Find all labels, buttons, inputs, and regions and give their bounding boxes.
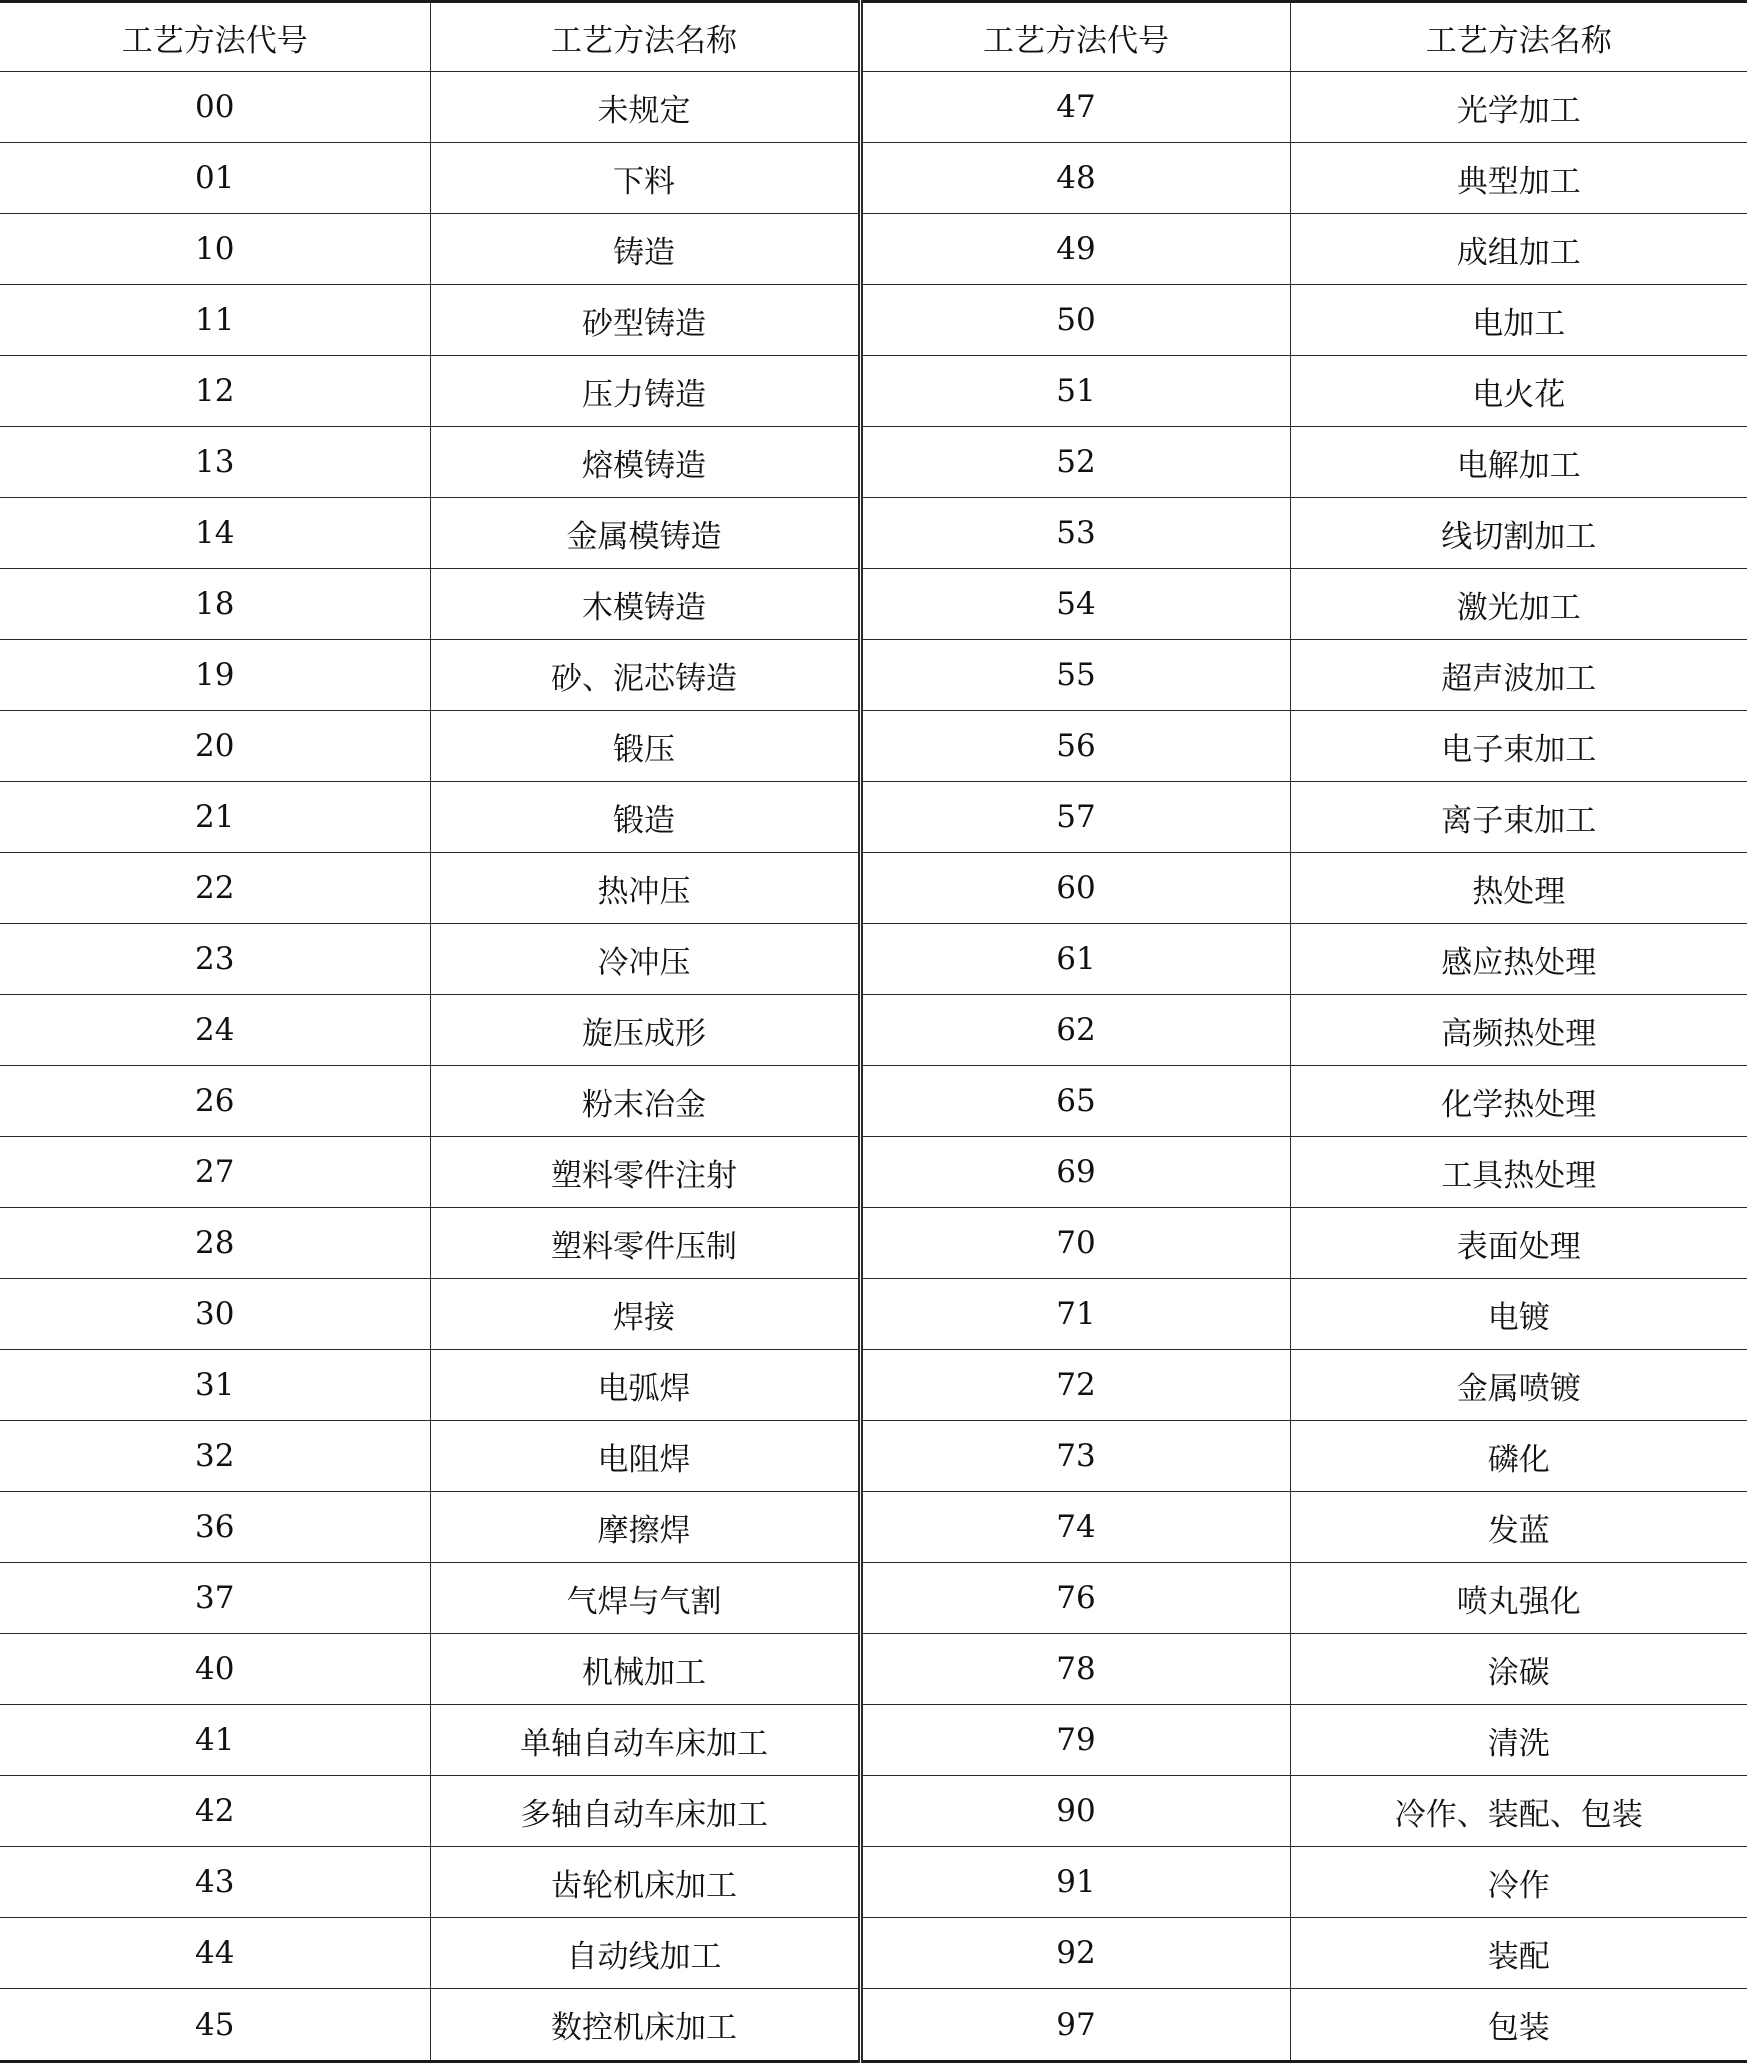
cell-name-right: 金属喷镀 <box>1290 1350 1747 1421</box>
cell-name-left: 塑料零件注射 <box>430 1137 860 1208</box>
cell-code-left: 22 <box>0 853 430 924</box>
cell-code-right: 72 <box>860 1350 1290 1421</box>
cell-name-left: 电阻焊 <box>430 1421 860 1492</box>
cell-code-left: 44 <box>0 1918 430 1989</box>
cell-name-left: 未规定 <box>430 72 860 143</box>
cell-name-right: 化学热处理 <box>1290 1066 1747 1137</box>
cell-code-left: 18 <box>0 569 430 640</box>
header-code-left: 工艺方法代号 <box>0 2 430 72</box>
cell-name-left: 多轴自动车床加工 <box>430 1776 860 1847</box>
cell-name-left: 热冲压 <box>430 853 860 924</box>
cell-code-left: 19 <box>0 640 430 711</box>
cell-name-right: 冷作 <box>1290 1847 1747 1918</box>
cell-code-right: 65 <box>860 1066 1290 1137</box>
table-row <box>0 285 1747 356</box>
cell-name-left: 摩擦焊 <box>430 1492 860 1563</box>
cell-code-right: 78 <box>860 1634 1290 1705</box>
cell-code-left: 23 <box>0 924 430 995</box>
table-row <box>0 1634 1747 1705</box>
cell-code-left: 01 <box>0 143 430 214</box>
cell-name-left: 金属模铸造 <box>430 498 860 569</box>
cell-name-left: 气焊与气割 <box>430 1563 860 1634</box>
cell-code-right: 57 <box>860 782 1290 853</box>
table-row <box>0 498 1747 569</box>
header-row <box>0 2 1747 72</box>
table-row <box>0 1492 1747 1563</box>
cell-name-left: 机械加工 <box>430 1634 860 1705</box>
cell-name-right: 喷丸强化 <box>1290 1563 1747 1634</box>
table-row <box>0 1563 1747 1634</box>
table-row <box>0 143 1747 214</box>
table-row <box>0 1705 1747 1776</box>
cell-name-right: 装配 <box>1290 1918 1747 1989</box>
cell-name-left: 砂型铸造 <box>430 285 860 356</box>
cell-name-left: 单轴自动车床加工 <box>430 1705 860 1776</box>
table-row <box>0 1137 1747 1208</box>
cell-code-right: 62 <box>860 995 1290 1066</box>
cell-code-right: 91 <box>860 1847 1290 1918</box>
cell-name-right: 电镀 <box>1290 1279 1747 1350</box>
cell-name-right: 磷化 <box>1290 1421 1747 1492</box>
cell-name-right: 感应热处理 <box>1290 924 1747 995</box>
table-row <box>0 1208 1747 1279</box>
cell-name-right: 超声波加工 <box>1290 640 1747 711</box>
cell-code-left: 24 <box>0 995 430 1066</box>
table-row <box>0 853 1747 924</box>
cell-code-right: 50 <box>860 285 1290 356</box>
table-row <box>0 782 1747 853</box>
table-row <box>0 640 1747 711</box>
cell-name-right: 电加工 <box>1290 285 1747 356</box>
cell-name-left: 齿轮机床加工 <box>430 1847 860 1918</box>
cell-name-left: 砂、泥芯铸造 <box>430 640 860 711</box>
table-row <box>0 214 1747 285</box>
cell-name-left: 电弧焊 <box>430 1350 860 1421</box>
table-row <box>0 1421 1747 1492</box>
cell-code-right: 53 <box>860 498 1290 569</box>
cell-name-left: 压力铸造 <box>430 356 860 427</box>
cell-name-left: 铸造 <box>430 214 860 285</box>
cell-code-left: 45 <box>0 1989 430 2062</box>
cell-code-left: 32 <box>0 1421 430 1492</box>
cell-code-left: 40 <box>0 1634 430 1705</box>
cell-code-right: 71 <box>860 1279 1290 1350</box>
cell-name-right: 热处理 <box>1290 853 1747 924</box>
table-row <box>0 569 1747 640</box>
cell-code-left: 28 <box>0 1208 430 1279</box>
cell-name-right: 冷作、装配、包装 <box>1290 1776 1747 1847</box>
table-row <box>0 1350 1747 1421</box>
table-row <box>0 995 1747 1066</box>
header-name-left: 工艺方法名称 <box>430 2 860 72</box>
cell-name-left: 自动线加工 <box>430 1918 860 1989</box>
cell-code-right: 52 <box>860 427 1290 498</box>
cell-code-right: 69 <box>860 1137 1290 1208</box>
table-row <box>0 1989 1747 2062</box>
header-name-right: 工艺方法名称 <box>1290 2 1747 72</box>
cell-name-right: 工具热处理 <box>1290 1137 1747 1208</box>
cell-code-right: 49 <box>860 214 1290 285</box>
cell-code-left: 36 <box>0 1492 430 1563</box>
cell-name-right: 包装 <box>1290 1989 1747 2062</box>
cell-code-right: 79 <box>860 1705 1290 1776</box>
cell-name-right: 电子束加工 <box>1290 711 1747 782</box>
cell-name-left: 下料 <box>430 143 860 214</box>
table-row <box>0 1066 1747 1137</box>
cell-name-left: 数控机床加工 <box>430 1989 860 2062</box>
cell-name-right: 线切割加工 <box>1290 498 1747 569</box>
cell-code-left: 37 <box>0 1563 430 1634</box>
cell-name-left: 锻造 <box>430 782 860 853</box>
cell-code-right: 92 <box>860 1918 1290 1989</box>
cell-name-left: 塑料零件压制 <box>430 1208 860 1279</box>
cell-name-right: 离子束加工 <box>1290 782 1747 853</box>
cell-name-right: 激光加工 <box>1290 569 1747 640</box>
cell-code-left: 20 <box>0 711 430 782</box>
cell-name-right: 清洗 <box>1290 1705 1747 1776</box>
cell-code-right: 47 <box>860 72 1290 143</box>
cell-code-right: 48 <box>860 143 1290 214</box>
cell-name-left: 焊接 <box>430 1279 860 1350</box>
table-row <box>0 1847 1747 1918</box>
cell-name-right: 电解加工 <box>1290 427 1747 498</box>
table-row <box>0 356 1747 427</box>
cell-code-right: 90 <box>860 1776 1290 1847</box>
cell-name-left: 粉末冶金 <box>430 1066 860 1137</box>
table-row <box>0 427 1747 498</box>
cell-name-right: 光学加工 <box>1290 72 1747 143</box>
cell-code-left: 21 <box>0 782 430 853</box>
cell-code-left: 31 <box>0 1350 430 1421</box>
cell-code-left: 43 <box>0 1847 430 1918</box>
cell-code-left: 11 <box>0 285 430 356</box>
cell-code-left: 42 <box>0 1776 430 1847</box>
cell-code-right: 60 <box>860 853 1290 924</box>
header-code-right: 工艺方法代号 <box>860 2 1290 72</box>
cell-code-left: 00 <box>0 72 430 143</box>
cell-name-left: 熔模铸造 <box>430 427 860 498</box>
cell-code-right: 55 <box>860 640 1290 711</box>
cell-code-left: 41 <box>0 1705 430 1776</box>
cell-name-right: 成组加工 <box>1290 214 1747 285</box>
table-row <box>0 711 1747 782</box>
table-row <box>0 1918 1747 1989</box>
cell-name-right: 电火花 <box>1290 356 1747 427</box>
cell-code-left: 30 <box>0 1279 430 1350</box>
table-row <box>0 1776 1747 1847</box>
cell-code-left: 27 <box>0 1137 430 1208</box>
cell-name-left: 冷冲压 <box>430 924 860 995</box>
cell-name-right: 典型加工 <box>1290 143 1747 214</box>
cell-code-left: 26 <box>0 1066 430 1137</box>
table-body <box>0 72 1747 2062</box>
cell-code-right: 73 <box>860 1421 1290 1492</box>
cell-name-right: 涂碳 <box>1290 1634 1747 1705</box>
cell-code-left: 14 <box>0 498 430 569</box>
cell-name-right: 高频热处理 <box>1290 995 1747 1066</box>
cell-code-right: 54 <box>860 569 1290 640</box>
table-row <box>0 1279 1747 1350</box>
cell-code-left: 12 <box>0 356 430 427</box>
cell-code-right: 51 <box>860 356 1290 427</box>
cell-code-right: 97 <box>860 1989 1290 2062</box>
table-row <box>0 72 1747 143</box>
cell-code-right: 70 <box>860 1208 1290 1279</box>
cell-code-left: 13 <box>0 427 430 498</box>
cell-name-right: 表面处理 <box>1290 1208 1747 1279</box>
cell-code-left: 10 <box>0 214 430 285</box>
cell-code-right: 76 <box>860 1563 1290 1634</box>
cell-name-left: 锻压 <box>430 711 860 782</box>
cell-code-right: 74 <box>860 1492 1290 1563</box>
cell-name-left: 木模铸造 <box>430 569 860 640</box>
table-row <box>0 924 1747 995</box>
cell-code-right: 61 <box>860 924 1290 995</box>
cell-code-right: 56 <box>860 711 1290 782</box>
cell-name-right: 发蓝 <box>1290 1492 1747 1563</box>
table-header <box>0 2 1747 72</box>
cell-name-left: 旋压成形 <box>430 995 860 1066</box>
